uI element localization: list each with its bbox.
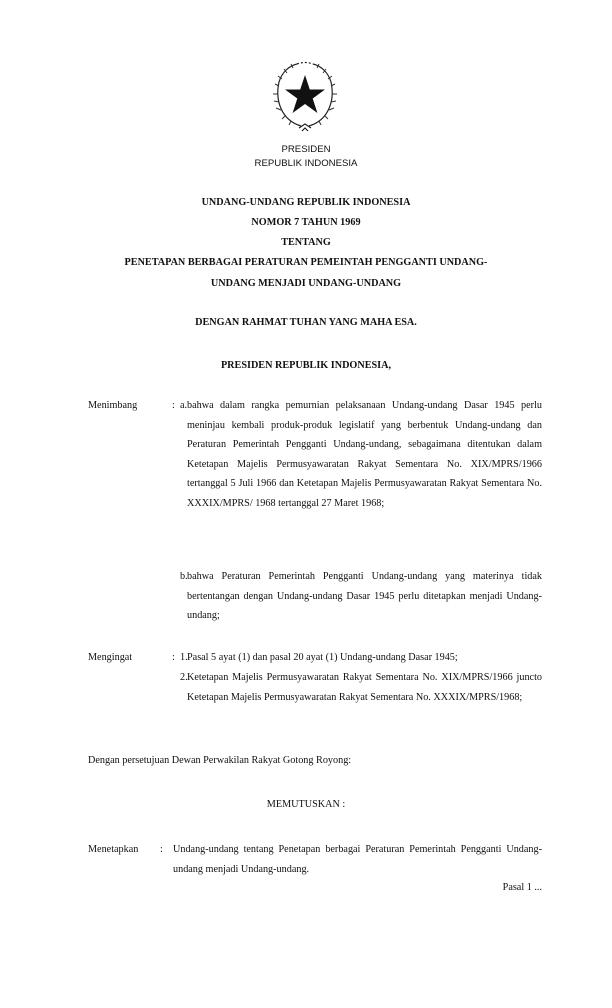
item-marker: 1.	[180, 652, 188, 663]
item-marker: 2.	[180, 672, 188, 683]
title-line-3: TENTANG	[281, 237, 331, 248]
menimbang-label: Menimbang	[88, 400, 138, 411]
item-marker: b.	[180, 571, 188, 582]
title-line-5: UNDANG MENJADI UNDANG-UNDANG	[210, 278, 402, 289]
menetapkan-label: Menetapkan	[88, 844, 139, 855]
mengingat-text-2: Ketetapan Majelis Permusyawaratan Rakyat Sementara No. XIX/MPRS/1966 juncto Ketetapan Majelis Permusyawaratan Rakyat Sementara No. XXXIX/MPRS/1968;	[187, 672, 542, 703]
approval-line: Dengan persetujuan Dewan Perwakilan Rakyat Gotong Royong:	[88, 755, 352, 766]
header-line-1: PRESIDEN	[281, 144, 331, 155]
president-line: PRESIDEN REPUBLIK INDONESIA,	[220, 360, 392, 371]
menimbang-text-b: bahwa Peraturan Pemerintah Pengganti Undang-undang yang materinya tidak bertentangan dengan Undang-undang Dasar 1945 perlu ditetapkan menjadi Undang-undang;	[187, 571, 542, 622]
menimbang-item-a	[88, 396, 542, 514]
presidential-seal-icon	[271, 60, 339, 140]
mengingat-label: Mengingat	[88, 652, 133, 663]
menimbang-text-a: bahwa dalam rangka pemurnian pelaksanaan Undang-undang Dasar 1945 perlu meninjau kembali produk-produk legislatif yang berbentuk Undang-undang dan Peraturan Pemerintah Pengganti Undang-undang, sebagaimana ditentukan dalam Ketetapan Majelis Permusyawaratan Rakyat Sementara No. XIX/MPRS/1966 tertanggal 5 Juli 1966 dan Ketetapan Majelis Permusyawaratan Rakyat Sementara No. XXXIX/MPRS/ 1968 tertanggal 27 Maret 1968;	[187, 400, 542, 509]
menimbang-colon: :	[172, 400, 175, 411]
menetapkan-text: Undang-undang tentang Penetapan berbagai Peraturan Pemerintah Pengganti Undang-undang menjadi Undang-undang.	[173, 844, 542, 875]
menetapkan-block	[88, 840, 542, 879]
item-marker: a.	[180, 400, 188, 411]
menimbang-item-b	[88, 567, 542, 626]
continuation-marker: Pasal 1 ...	[502, 882, 542, 893]
menetapkan-colon: :	[160, 844, 163, 855]
header-line-2: REPUBLIK INDONESIA	[254, 158, 358, 169]
mengingat-colon: :	[172, 652, 175, 663]
title-line-1: UNDANG-UNDANG REPUBLIK INDONESIA	[201, 197, 411, 208]
title-line-4: PENETAPAN BERBAGAI PERATURAN PEMEINTAH PENGGANTI UNDANG-	[124, 257, 488, 268]
mengingat-item-2	[88, 668, 542, 707]
mengingat-item-1	[88, 648, 542, 668]
title-line-2: NOMOR 7 TAHUN 1969	[251, 217, 361, 228]
decision-heading: MEMUTUSKAN :	[266, 799, 346, 810]
mengingat-text-1: Pasal 5 ayat (1) dan pasal 20 ayat (1) Undang-undang Dasar 1945;	[187, 652, 458, 663]
blessing-line: DENGAN RAHMAT TUHAN YANG MAHA ESA.	[195, 317, 417, 328]
